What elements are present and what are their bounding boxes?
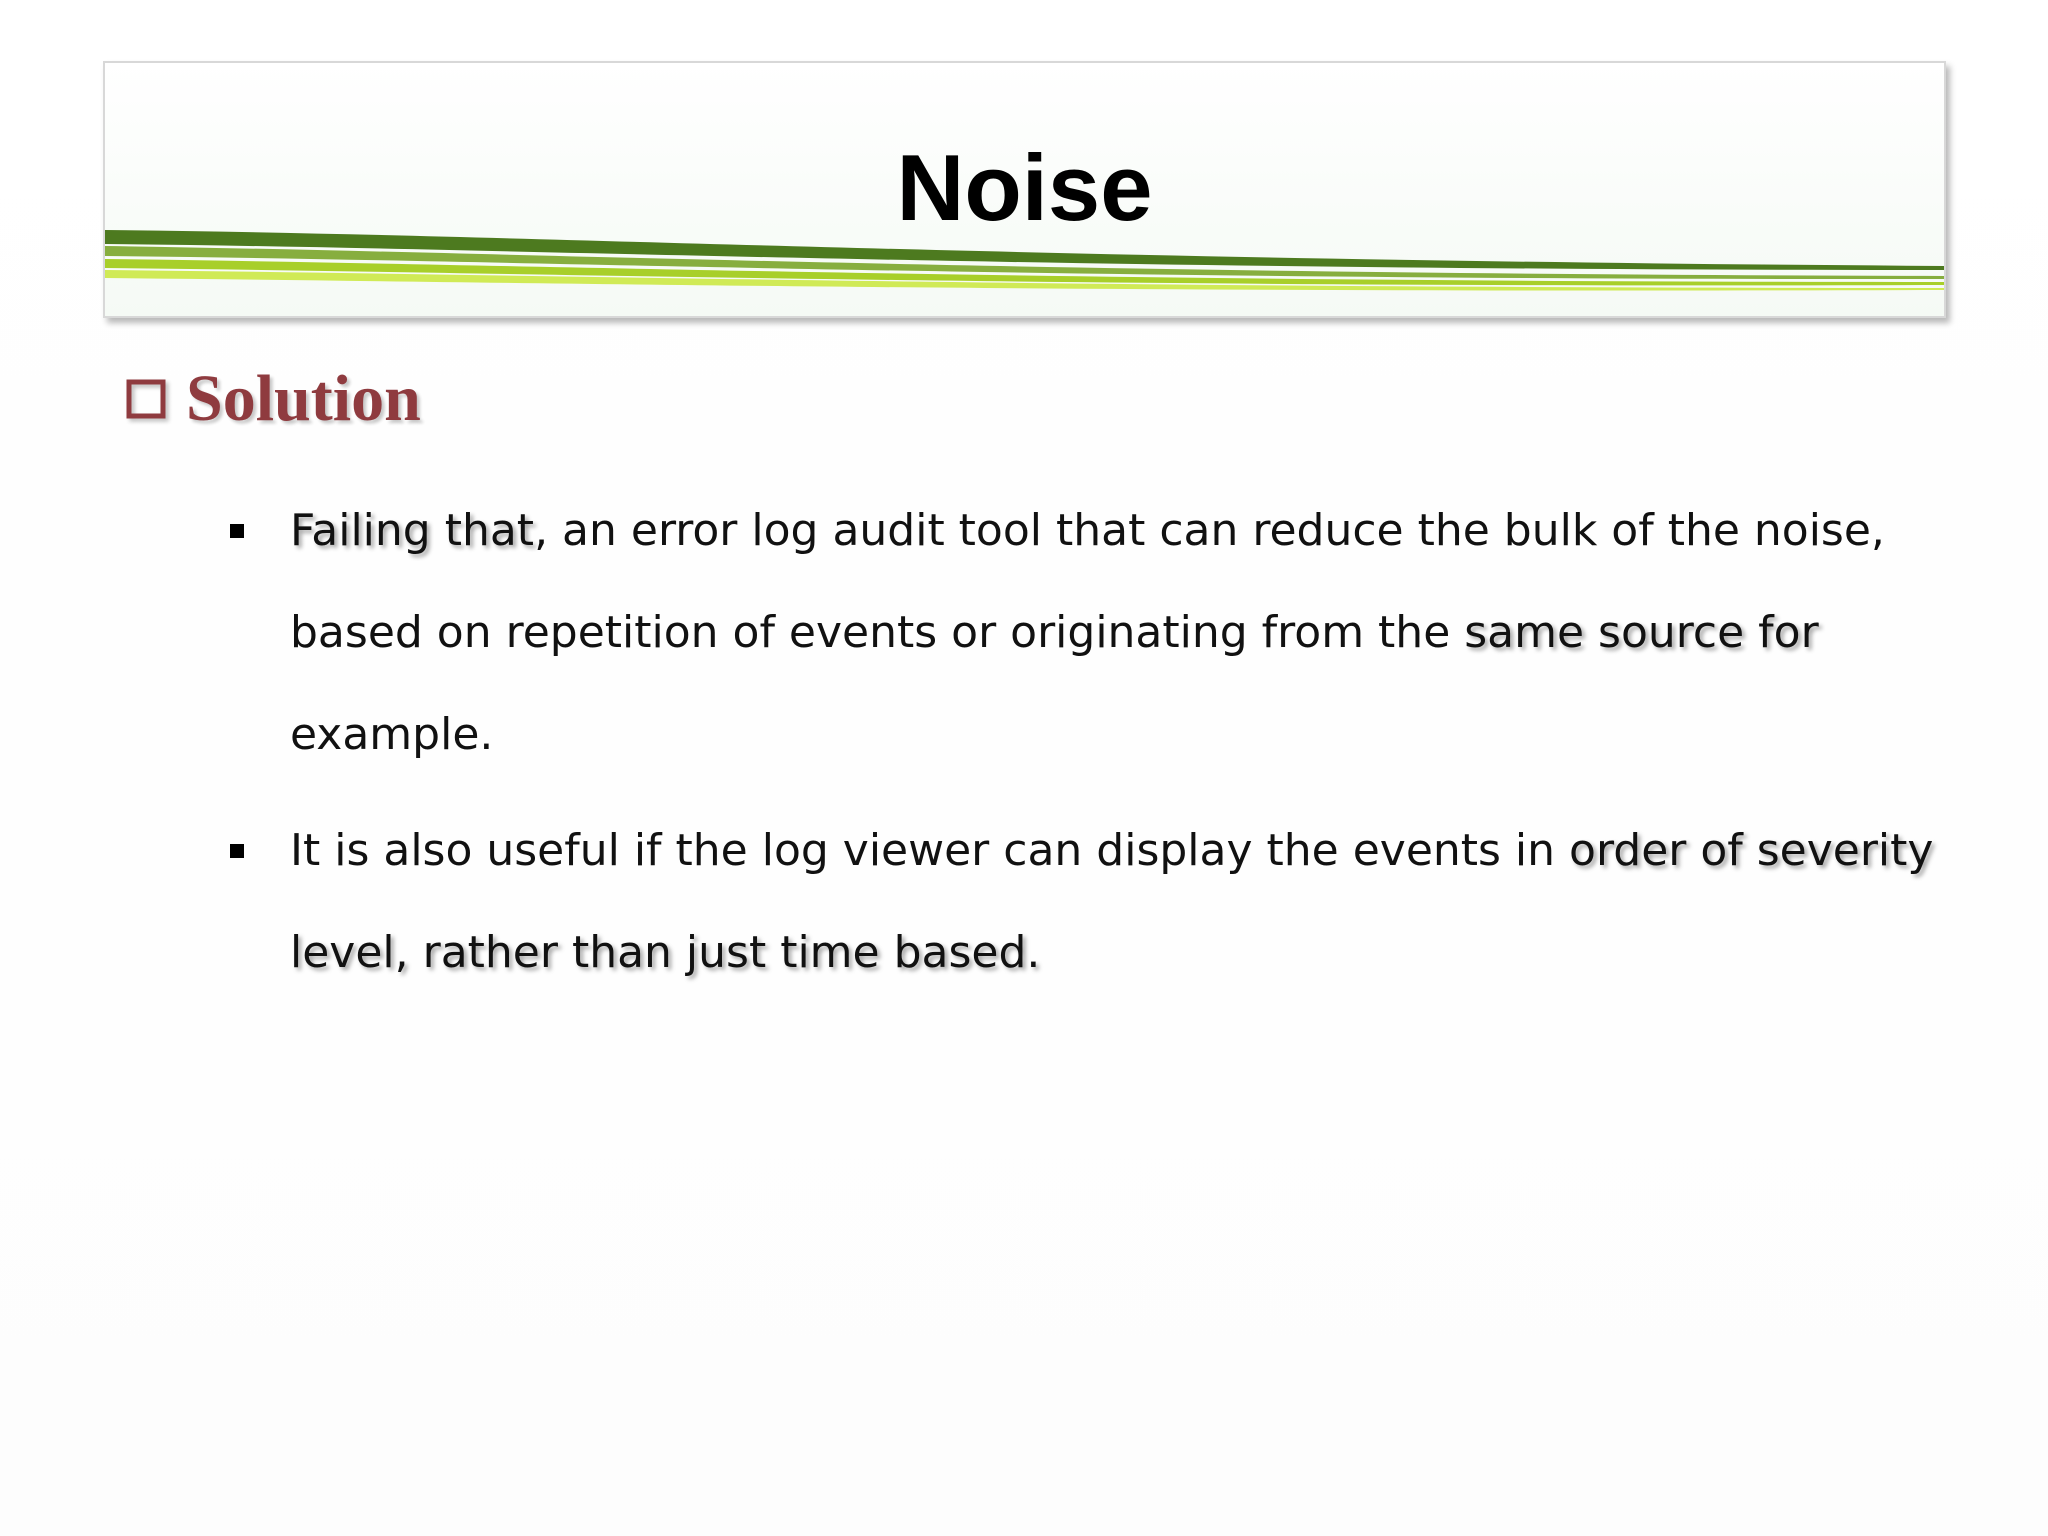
emphasis-text: same source for	[1464, 607, 1819, 658]
bullet-item	[228, 800, 1998, 1004]
section-heading	[126, 362, 421, 435]
slide-title: Noise	[896, 135, 1153, 240]
checkbox-icon	[126, 379, 166, 419]
square-bullet-icon	[230, 524, 244, 538]
section-heading-text: Solution	[186, 362, 421, 435]
title-banner	[103, 61, 1946, 318]
bullet-text: It is also useful if the log viewer can display the events in	[290, 825, 1570, 876]
emphasis-text: order of severity level, rather than just time based.	[290, 825, 1934, 978]
bullet-text: , an error log audit tool that can reduce the bulk of the noise, based on repetition of events or originating from the	[290, 505, 1885, 658]
emphasis-text: Failing that	[290, 505, 535, 556]
green-swoosh-decoration	[105, 226, 1946, 316]
bullet-item	[228, 480, 1998, 786]
bullet-list	[228, 480, 1998, 1018]
square-bullet-icon	[230, 844, 244, 858]
bullet-text: example.	[290, 709, 494, 760]
